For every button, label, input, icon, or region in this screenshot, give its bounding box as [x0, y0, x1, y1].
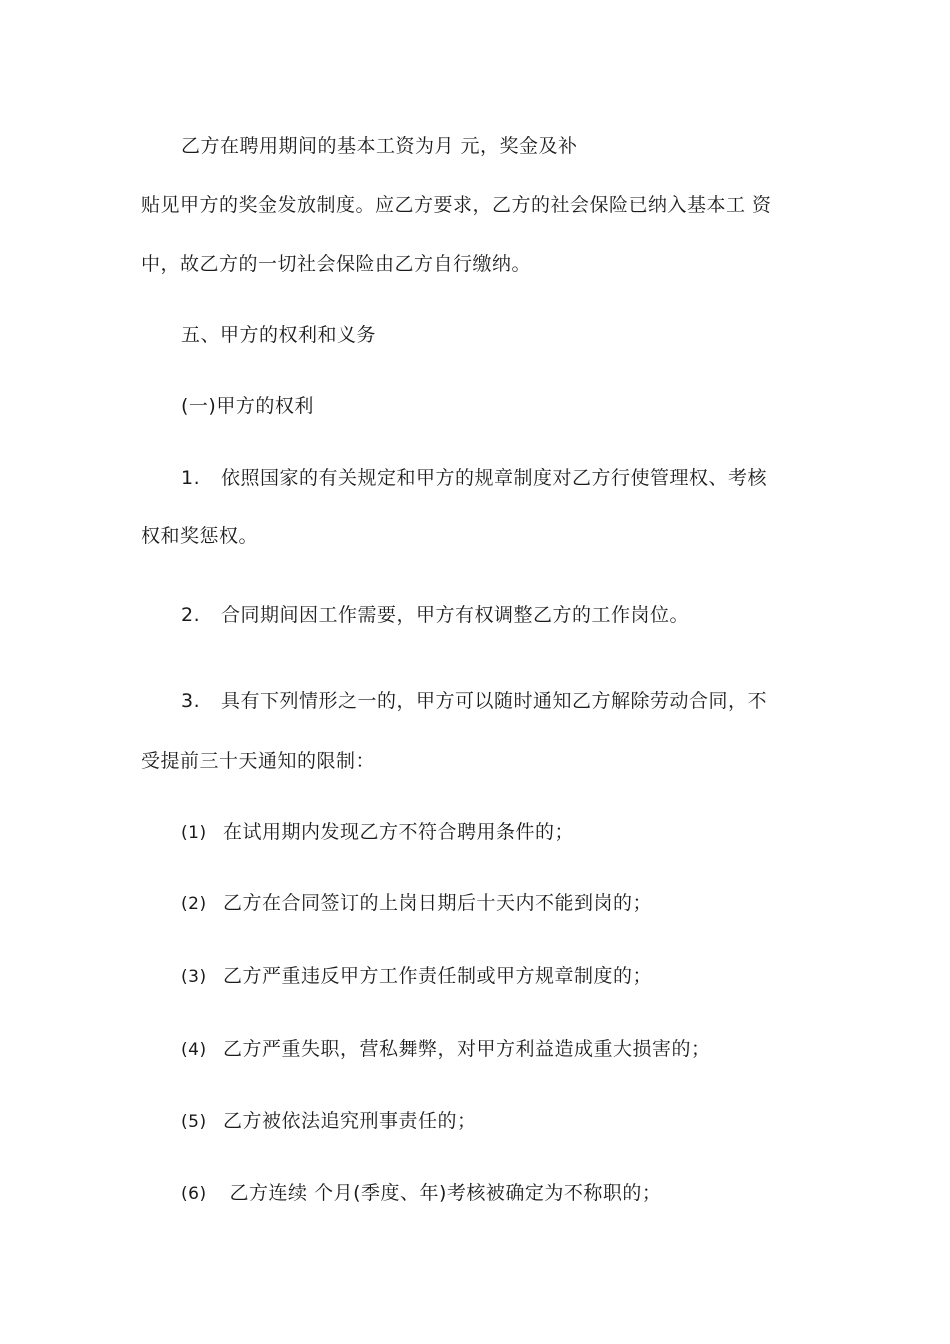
sub-item-text: 在试用期内发现乙方不符合聘用条件的；: [223, 821, 575, 843]
section-heading: 五、甲方的权利和义务: [181, 324, 377, 346]
sub-item-text: 乙方被依法追究刑事责任的；: [223, 1110, 477, 1132]
sub-item-number: (1): [181, 823, 207, 843]
paragraph-line: 贴见甲方的奖金发放制度。应乙方要求，乙方的社会保险已纳入基本工 资: [141, 194, 772, 216]
list-item-number: 1.: [181, 467, 201, 489]
list-item-text: 合同期间因工作需要，甲方有权调整乙方的工作岗位。: [221, 604, 690, 626]
paragraph-line: 中，故乙方的一切社会保险由乙方自行缴纳。: [141, 253, 532, 275]
sub-item-1: [181, 820, 574, 845]
sub-item-text: 乙方在合同签订的上岗日期后十天内不能到岗的；: [223, 892, 653, 914]
list-item-text: 依照国家的有关规定和甲方的规章制度对乙方行使管理权、考核: [221, 467, 768, 489]
subsection-heading: (一)甲方的权利: [181, 395, 314, 417]
sub-item-5: [181, 1109, 477, 1134]
paragraph-line: 乙方在聘用期间的基本工资为月 元，奖金及补: [181, 135, 578, 157]
sub-item-number: (4): [181, 1040, 207, 1060]
sub-item-text: 乙方连续 个月(季度、年)考核被确定为不称职的；: [223, 1182, 662, 1204]
sub-item-number: (5): [181, 1112, 207, 1132]
list-item-2: [181, 603, 689, 627]
list-item-3-continuation: 受提前三十天通知的限制：: [141, 750, 376, 772]
sub-item-3: [181, 964, 652, 989]
sub-item-text: 乙方严重失职，营私舞弊，对甲方利益造成重大损害的；: [223, 1038, 711, 1060]
list-item-text: 具有下列情形之一的，甲方可以随时通知乙方解除劳动合同，不: [221, 690, 768, 712]
sub-item-6: [181, 1181, 661, 1206]
sub-item-4: [181, 1037, 711, 1062]
sub-item-text: 乙方严重违反甲方工作责任制或甲方规章制度的；: [223, 965, 653, 987]
sub-item-number: (2): [181, 894, 207, 914]
sub-item-number: (6): [181, 1184, 207, 1204]
list-item-1: [181, 466, 767, 490]
list-item-number: 3.: [181, 690, 201, 712]
list-item-number: 2.: [181, 604, 201, 626]
list-item-3: [181, 689, 767, 713]
sub-item-number: (3): [181, 967, 207, 987]
sub-item-2: [181, 891, 652, 916]
list-item-1-continuation: 权和奖惩权。: [141, 525, 259, 547]
